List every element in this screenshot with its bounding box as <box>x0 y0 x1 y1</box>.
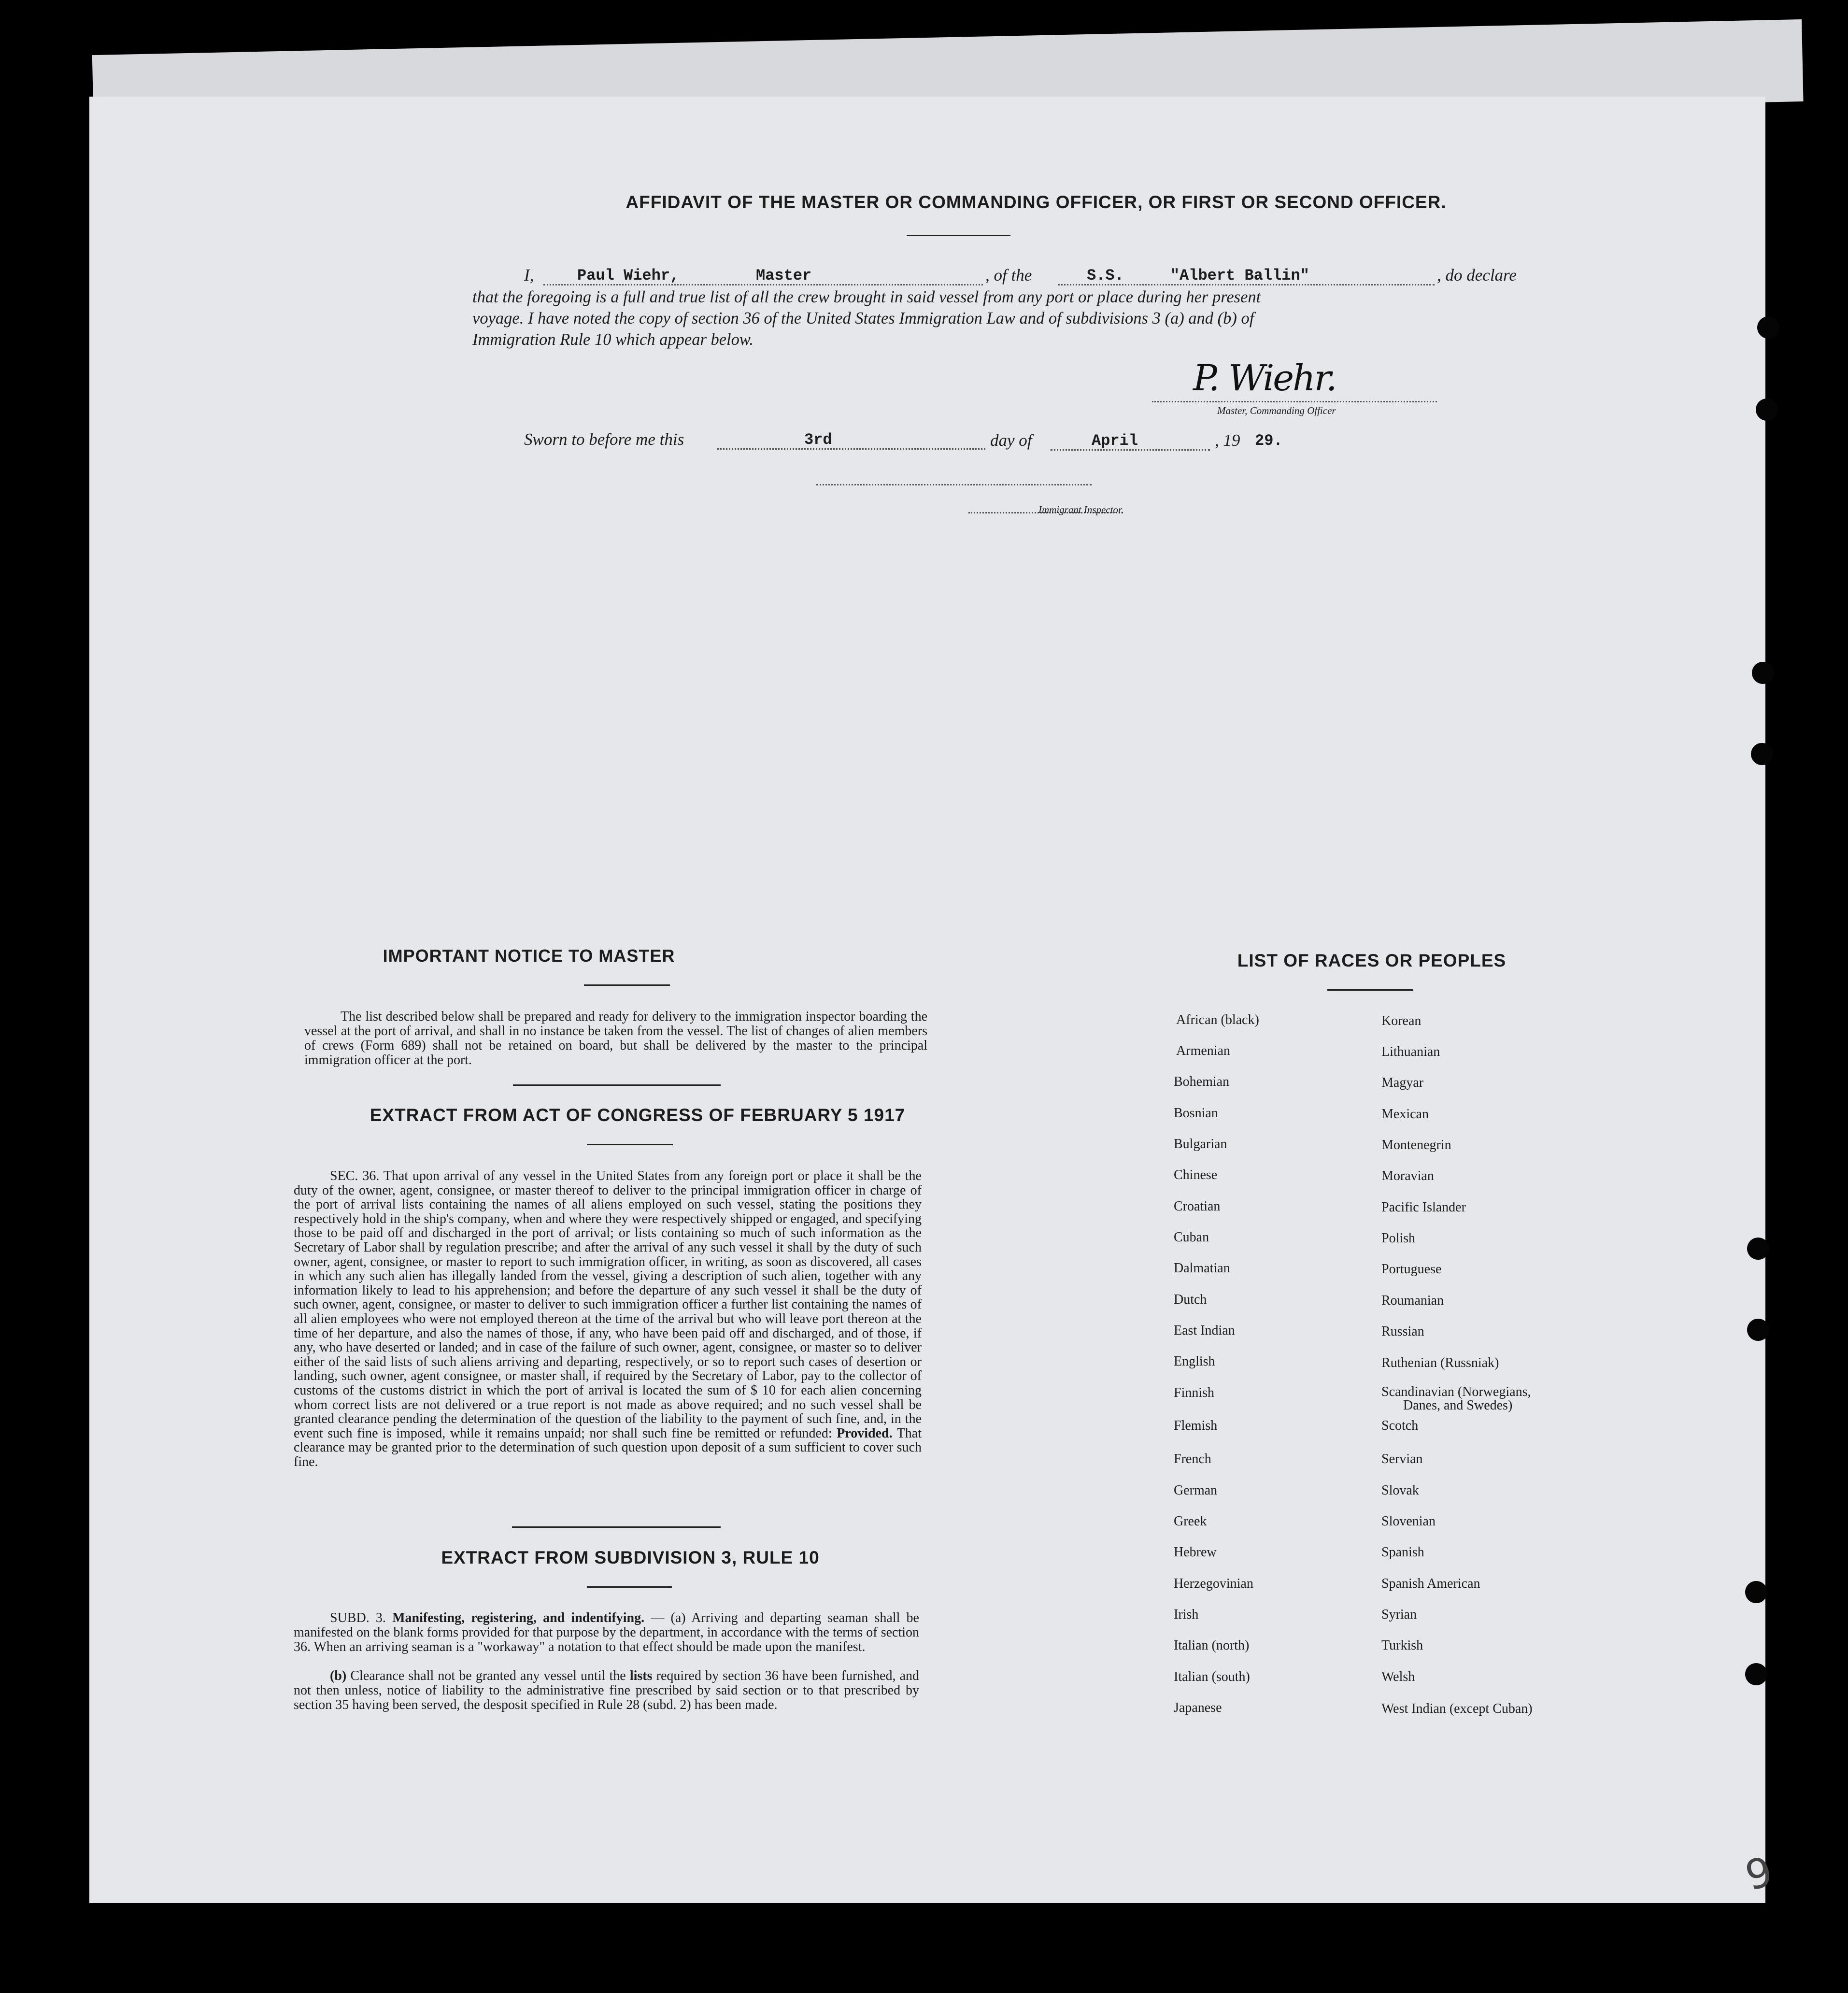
race-item: English <box>1174 1354 1215 1369</box>
race-item: Finnish <box>1174 1385 1215 1400</box>
binder-hole <box>1757 316 1779 339</box>
races-heading-rule <box>1327 989 1413 991</box>
affidavit-i: I, <box>524 266 534 285</box>
races-right-column <box>1365 1012 1703 1834</box>
race-item: Danes, and Swedes) <box>1403 1398 1513 1413</box>
race-item: Roumanian <box>1381 1293 1444 1308</box>
race-item: Spanish <box>1381 1545 1424 1560</box>
document-page <box>89 97 1778 1903</box>
master-name: Paul Wiehr, <box>577 267 680 285</box>
affidavit-heading: AFFIDAVIT OF THE MASTER OR COMMANDING OFFICER, OR FIRST OR SECOND OFFICER. <box>625 192 1447 212</box>
act-divider <box>512 1526 721 1528</box>
affidavit-line-1 <box>524 266 534 285</box>
race-item: Hebrew <box>1174 1545 1217 1560</box>
race-item: Italian (south) <box>1174 1669 1250 1684</box>
notice-text: The list described below shall be prepared and ready for delivery to the immigration inspector boarding the vessel at the port of arrival, and shall in no instance be taken from the vessel. The list of changes of alien members of crews (Form 689) shall not be retained on board, but shall be delivered by the master to the principal immigration officer at the port. <box>304 1009 927 1068</box>
race-item: Scotch <box>1381 1418 1419 1433</box>
rule-subd-b <box>294 1669 919 1712</box>
rule-b-lists: lists <box>629 1668 653 1683</box>
act-provided: Provided. <box>837 1425 893 1441</box>
race-item: East Indian <box>1174 1323 1235 1338</box>
page-number: 9 <box>1740 1847 1778 1900</box>
signature-line <box>1152 401 1437 402</box>
rule-heading-rule <box>587 1586 672 1588</box>
race-item: Slovenian <box>1381 1514 1436 1529</box>
binder-hole <box>1747 1238 1769 1260</box>
race-item: Bulgarian <box>1174 1137 1227 1152</box>
rule-a-text: — (a) Arriving and departing seaman shall be manifested on the blank forms provided for that purpose by the department, in accordance with the terms of section 36. When an arriving seaman is a "workaway" a notation to that effect should be made upon the manifest. <box>294 1610 919 1654</box>
race-item: Spanish American <box>1381 1576 1480 1591</box>
race-item: Magyar <box>1381 1075 1424 1090</box>
race-item: Bosnian <box>1174 1106 1218 1121</box>
master-rank: Master <box>756 267 812 285</box>
notice-heading-rule <box>584 984 670 986</box>
race-item: Lithuanian <box>1381 1044 1440 1059</box>
act-text <box>294 1169 922 1469</box>
race-item: Ruthenian (Russniak) <box>1381 1355 1499 1370</box>
race-item: West Indian (except Cuban) <box>1381 1701 1533 1716</box>
day-of-label: day of <box>990 431 1032 450</box>
race-item: Japanese <box>1174 1700 1222 1715</box>
race-item: Russian <box>1381 1324 1424 1339</box>
rule-a-prefix: SUBD. 3. <box>330 1610 386 1625</box>
binder-hole <box>1747 1319 1769 1341</box>
binder-hole <box>1752 662 1774 684</box>
race-item: Bohemian <box>1174 1074 1230 1089</box>
race-item: Italian (north) <box>1174 1638 1250 1653</box>
act-heading-rule <box>587 1144 673 1145</box>
race-item: Armenian <box>1176 1043 1230 1058</box>
races-heading: LIST OF RACES OR PEOPLES <box>1237 951 1507 970</box>
vessel-name: S.S. "Albert Ballin" <box>1087 267 1309 285</box>
day-blank <box>717 448 985 450</box>
race-item: Syrian <box>1381 1607 1417 1622</box>
inspector-line-1 <box>816 484 1092 485</box>
of-the-label: , of the <box>985 266 1032 285</box>
rule-b-text-2: required by section 36 have been furnished, and not then unless, notice of liability to the administrative fine prescribed by said section or to that prescribed by section 35 having been served, the desposit specified in Rule 28 (subd. 2) has been made. <box>294 1668 920 1712</box>
race-item: Croatian <box>1174 1199 1221 1214</box>
binder-hole <box>1756 399 1778 421</box>
rule-b-text-1: Clearance shall not be granted any vessel until the <box>350 1668 626 1683</box>
signature-caption: Master, Commanding Officer <box>1217 405 1336 416</box>
race-item: German <box>1174 1483 1218 1498</box>
binder-hole <box>1751 743 1773 765</box>
race-item: Portuguese <box>1381 1262 1442 1277</box>
race-item: Herzegovinian <box>1174 1576 1253 1591</box>
master-signature: P. Wiehr. <box>1193 357 1336 399</box>
act-text-body: SEC. 36. That upon arrival of any vessel in the United States from any foreign port or place it shall be the duty of the owner, agent, consignee, or master thereof to deliver to the principal immigration officer in charge of the port of arrival lists containing the names of all aliens employed on such vessel, stating the positions they respectively hold in the ship's company, when and where they were respectively shipped or engaged, and specifying those to be paid off and discharged in the port of arrival; or lists containing so much of such information as the Secretary of Labor shall by regulation prescribe; and after the arrival of any such vessel it shall by the duty of such owner, agent, consignee, or master to report to such immigration officer, in writing, as soon as discovered, all cases in which any such alien has illegally landed from the vessel, giving a description of such alien, together with any information likely to lead to his apprehension; and before the departure of any such vessel it shall be the duty of such owner, agent, consignee, or master to deliver to such immigration officer a further list containing the names of all alien employees who were not employed thereon at the time of the arrival but who will leave port thereon at the time of her departure, and also the names of those, if any, who have been paid off and discharged, and of those, if any, who have deserted or landed; and in case of the failure of such owner, agent, consignee, or master so to deliver either of the said lists of such aliens arriving and departing, respectively, or so to report such cases of desertion or landing, such owner, agent consignee, or master shall, if required by the Secretary of Labor, pay to the collector of customs of the customs district in which the port of arrival is located the sum of $ 10 for each alien concerning whom correct lists are not delivered or a true report is not made as above required; and no such vessel shall be granted clearance pending the determination of the question of the liability to the payment of such fine, and, in the event such fine is imposed, while it remains unpaid; nor shall such fine be remitted or refunded: <box>294 1168 922 1441</box>
rule-b-label: (b) <box>330 1668 347 1683</box>
sworn-label: Sworn to before me this <box>524 430 684 449</box>
notice-heading: IMPORTANT NOTICE TO MASTER <box>383 946 675 966</box>
affidavit-line-3: voyage. I have noted the copy of section 36 of the United States Immigration Law and of subdivisions 3 (a) and (b) of <box>472 309 1254 327</box>
affidavit-heading-rule <box>907 235 1010 236</box>
race-item: Scandinavian (Norwegians, <box>1381 1384 1531 1399</box>
inspector-caption: Immigrant Inspector. <box>1038 504 1124 515</box>
notice-divider <box>513 1084 721 1086</box>
race-item: Dutch <box>1174 1292 1207 1307</box>
race-item: Montenegrin <box>1381 1138 1451 1153</box>
race-item: French <box>1174 1452 1211 1466</box>
rule-a-title: Manifesting, registering, and indentifying. <box>392 1610 645 1625</box>
binder-hole <box>1745 1663 1767 1685</box>
race-item: Mexican <box>1381 1107 1429 1122</box>
sworn-month: April <box>1092 432 1138 450</box>
rule-subd-a <box>294 1611 919 1654</box>
act-heading: EXTRACT FROM ACT OF CONGRESS OF FEBRUARY 5 1917 <box>370 1105 906 1125</box>
affidavit-line-2: that the foregoing is a full and true list of all the crew brought in said vessel from any port or place during her present <box>472 288 1261 306</box>
race-item: Greek <box>1174 1514 1207 1529</box>
race-item: Korean <box>1381 1013 1422 1028</box>
races-left-column <box>1157 1012 1398 1834</box>
race-item: Turkish <box>1381 1638 1423 1653</box>
race-item: Slovak <box>1381 1483 1419 1498</box>
race-item: Dalmatian <box>1174 1261 1230 1276</box>
race-item: Flemish <box>1174 1418 1218 1433</box>
race-item: Moravian <box>1381 1168 1434 1183</box>
race-item: Servian <box>1381 1452 1423 1466</box>
race-item: Polish <box>1381 1231 1416 1246</box>
race-item: Welsh <box>1381 1669 1415 1684</box>
race-item: Chinese <box>1174 1167 1218 1182</box>
sworn-year: 29. <box>1255 432 1283 450</box>
do-declare-label: , do declare <box>1437 266 1517 285</box>
race-item: Pacific Islander <box>1381 1200 1466 1215</box>
act-text-after: That clearance may be granted prior to the determination of such question upon deposit of a sum sufficient to cover such fine. <box>294 1425 922 1469</box>
race-item: Cuban <box>1174 1230 1209 1245</box>
binder-hole <box>1745 1581 1767 1603</box>
race-item: Irish <box>1174 1607 1199 1622</box>
affidavit-line-4: Immigration Rule 10 which appear below. <box>472 330 753 349</box>
race-item: African (black) <box>1176 1012 1259 1027</box>
rule-heading: EXTRACT FROM SUBDIVISION 3, RULE 10 <box>441 1548 820 1567</box>
year-prefix: , 19 <box>1215 431 1240 450</box>
sworn-day: 3rd <box>804 431 832 449</box>
